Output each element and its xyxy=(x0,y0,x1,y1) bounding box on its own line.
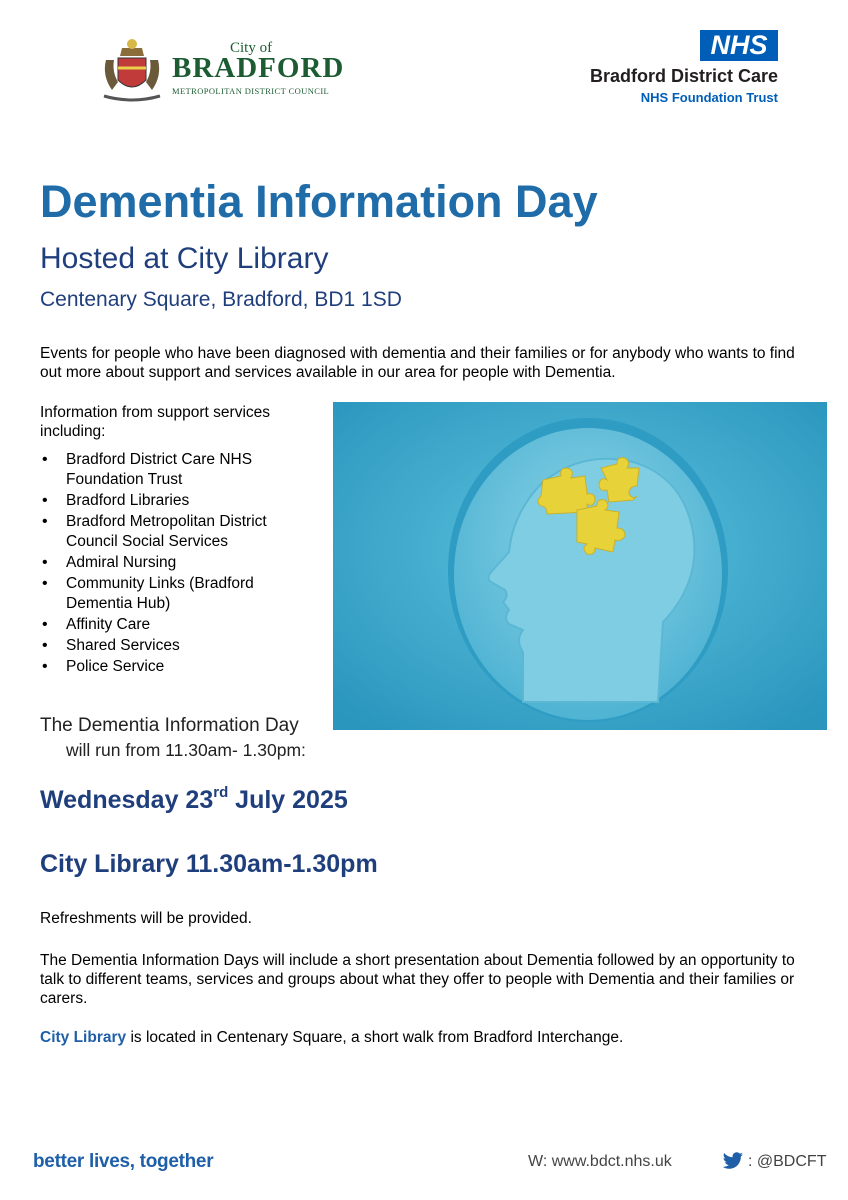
list-item: • Police Service xyxy=(40,657,310,677)
nhs-logo-badge: NHS xyxy=(700,30,778,61)
list-item: • Admiral Nursing xyxy=(40,553,310,573)
nhs-foundation-name: NHS Foundation Trust xyxy=(640,90,778,105)
footer-website: W: www.bdct.nhs.uk xyxy=(528,1153,672,1170)
page-title: Dementia Information Day xyxy=(40,176,598,227)
event-date: Wednesday 23rd July 2025 xyxy=(40,784,348,814)
council-subtitle: METROPOLITAN DISTRICT COUNCIL xyxy=(172,86,330,96)
dementia-head-illustration xyxy=(333,402,827,730)
footer-slogan: better lives, together xyxy=(33,1151,214,1172)
list-item: • Bradford District Care NHS Foundation Trust xyxy=(40,450,310,490)
city-library-label: City Library xyxy=(40,1029,127,1046)
nhs-trust-name: Bradford District Care xyxy=(589,66,778,86)
services-list xyxy=(40,450,310,678)
council-name: BRADFORD xyxy=(172,52,345,84)
list-item: • Bradford Libraries xyxy=(40,491,310,511)
refreshments-note: Refreshments will be provided. xyxy=(40,910,252,927)
twitter-icon xyxy=(722,1152,744,1170)
location-paragraph: City Library is located in Centenary Square, a short walk from Bradford Interchange. xyxy=(40,1029,624,1046)
footer-twitter-handle: : @BDCFT xyxy=(748,1153,827,1170)
services-intro: Information from support services including: xyxy=(40,404,271,440)
run-time-line1: The Dementia Information Day xyxy=(40,715,299,736)
list-item: • Bradford Metropolitan District Council Social Services xyxy=(40,512,310,552)
list-item: • Community Links (Bradford Dementia Hub) xyxy=(40,574,310,614)
council-city-of: City of xyxy=(230,40,273,56)
bradford-council-logo xyxy=(100,38,345,106)
page-subtitle: Hosted at City Library xyxy=(40,242,329,275)
run-time-line2: will run from 11.30am- 1.30pm: xyxy=(66,740,306,760)
coat-of-arms-icon xyxy=(100,38,164,104)
presentation-paragraph: The Dementia Information Days will include a short presentation about Dementia followed by an opportunity to talk to different teams, services and groups about what they offer to people with Dementia and their families or carers. xyxy=(40,952,795,1007)
intro-paragraph: Events for people who have been diagnosed with dementia and their families or for anybody who wants to find out more about support and services available in our area for people with Dementia. xyxy=(40,345,795,381)
venue-time: City Library 11.30am-1.30pm xyxy=(40,850,378,878)
list-item: • Affinity Care xyxy=(40,615,310,635)
list-item: • Shared Services xyxy=(40,636,310,656)
venue-address: Centenary Square, Bradford, BD1 1SD xyxy=(40,288,402,311)
